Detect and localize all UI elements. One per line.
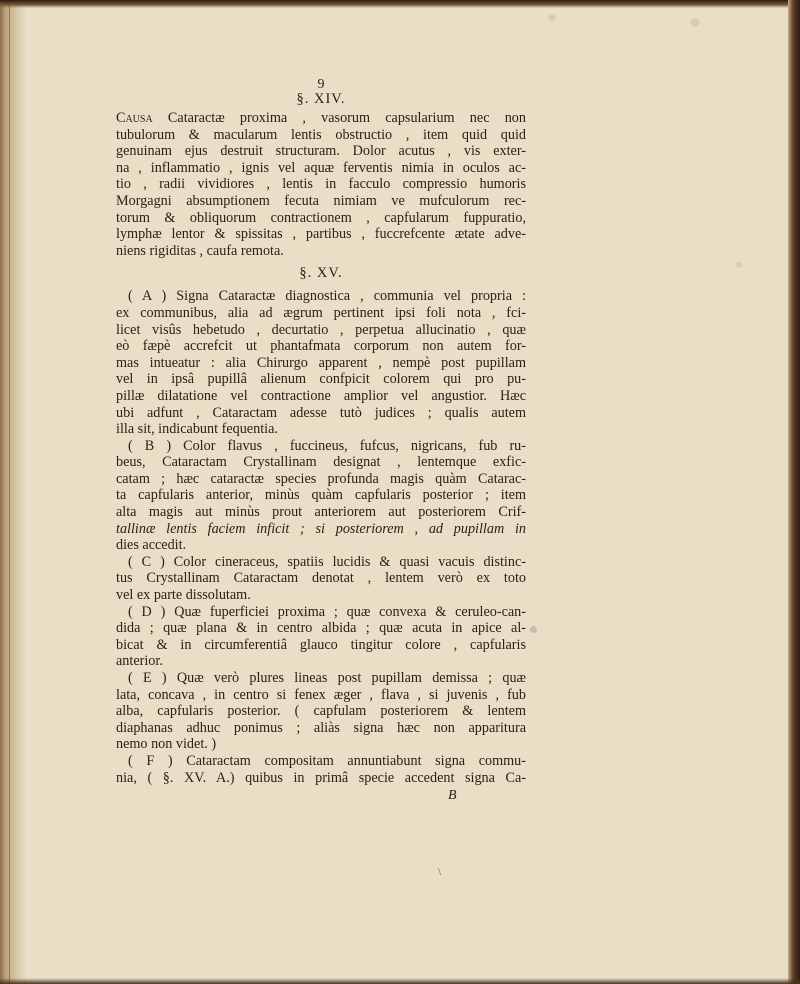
- lead-word: Causa: [116, 110, 153, 126]
- text-line: lata, concava , in centro si fenex æger , flava , si juvenis , fub: [116, 686, 526, 703]
- text-line: bicat & in circumferentiâ glauco tingitur colore , capfularis: [116, 636, 526, 653]
- text-line: tallinæ lentis faciem inficit ; si posteriorem , ad pupillam in: [116, 520, 526, 537]
- text-line: dida ; quæ plana & in centro albida ; quæ acuta in apice al-: [116, 620, 526, 637]
- text-line: alta magis aut minùs prout anteriorem aut posteriorem Crif-: [116, 504, 526, 521]
- section-heading: §. XIV.: [296, 91, 346, 107]
- text-line: nemo non videt. ): [116, 736, 217, 753]
- text-line: tus Crystallinam Cataractam denotat , lentem verò ex toto: [116, 570, 526, 587]
- text-line: ta capfularis anterior, minùs quàm capfularis posterior ; item: [116, 487, 526, 504]
- text-line: mas intueatur : alia Chirurgo apparent , nempè post pupillam: [116, 354, 526, 371]
- text-line: Morgagni absumptionem fecuta nimiam ve mufculorum rec-: [116, 192, 526, 209]
- paper-stain: [530, 626, 537, 633]
- text-line: ubi adfunt , Cataractam adesse tutò judices ; qualis autem: [116, 404, 526, 421]
- text-line: beus, Cataractam Crystallinam designat , lentemque exfic-: [116, 454, 526, 471]
- text-line: genuinam ejus destruit structuram. Dolor acutus , vis exter-: [116, 143, 526, 160]
- sections-container: [116, 91, 526, 786]
- text-line: tio , radii vividiores , lentis in facculo compressio humoris: [116, 176, 526, 193]
- book-spine-edge: [0, 0, 26, 984]
- line-text: Cataractæ proxima , vasorum capsularium nec non: [152, 110, 526, 126]
- text-line: ( C ) Color cineraceus, spatiis lucidis & quasi vacuis distinc-: [128, 553, 526, 570]
- text-line: eò fæpè accrefcit ut phantafmata corporum non autem for-: [116, 338, 526, 355]
- text-line: ( D ) Quæ fuperficiei proxima ; quæ convexa & ceruleo-can-: [128, 603, 526, 620]
- paper-speck: \: [438, 866, 442, 878]
- page-right-edge: [788, 0, 800, 984]
- paper-stain: [736, 262, 742, 268]
- page-number: 9: [317, 77, 325, 92]
- text-line: torum & obliquorum contractionem , capfularum fuppuratio,: [116, 209, 526, 226]
- paper-stain: [548, 14, 556, 21]
- page-bottom-edge: [0, 978, 800, 984]
- text-line: na , inflammatio , ignis vel aquæ ferventis nimia in oculos ac-: [116, 159, 526, 176]
- page-top-edge: [0, 0, 800, 8]
- text-line: alba, capfularis posterior. ( capfulam posteriorem & lentem: [116, 703, 526, 720]
- text-line: anterior.: [116, 653, 163, 670]
- text-line: lymphæ lentor & spissitas , partibus , fuccrefcente ætate adve-: [116, 226, 526, 243]
- text-line: illa sit, indicabunt fequentia.: [116, 421, 278, 438]
- text-line: dies accedit.: [116, 537, 187, 554]
- text-line: ( B ) Color flavus , fuccineus, fufcus, nigricans, fub ru-: [128, 437, 526, 454]
- text-line: licet visûs hebetudo , decurtatio , perpetua allucinatio , quæ: [116, 321, 526, 338]
- text-line: vel ex parte dissolutam.: [116, 587, 251, 604]
- text-line: ( A ) Signa Cataractæ diagnostica , communia vel propria :: [128, 288, 526, 305]
- section-heading: §. XV.: [299, 265, 343, 282]
- text-line: pillæ dilatatione vel contractione amplior vel angustior. Hæc: [116, 387, 526, 404]
- signature-mark: B: [448, 788, 457, 803]
- text-line: diaphanas adhuc ponimus ; aliàs signa hæc non apparitura: [116, 719, 526, 736]
- text-line: ( E ) Quæ verò plures lineas post pupillam demissa ; quæ: [128, 670, 526, 686]
- text-line: catam ; hæc cataractæ species profunda magis quàm Catarac-: [116, 470, 526, 487]
- text-line: [116, 110, 526, 127]
- page-text-block: [116, 78, 526, 786]
- text-line: vel in ipsâ pupillâ alienum confpicit colorem qui pro pu-: [116, 371, 526, 388]
- paper-stain: [690, 18, 700, 27]
- text-line: nia, ( §. XV. A.) quibus in primâ specie accedent signa Ca-: [116, 769, 526, 786]
- text-line: ex communibus, alia ad ægrum pertinent ipsi foli nota , fci-: [116, 304, 526, 321]
- text-line: tubulorum & macularum lentis obstructio , item quid quid: [116, 126, 526, 143]
- text-line: ( F ) Cataractam compositam annuntiabunt signa commu-: [128, 752, 526, 769]
- text-line: niens rigiditas , caufa remota.: [116, 242, 284, 259]
